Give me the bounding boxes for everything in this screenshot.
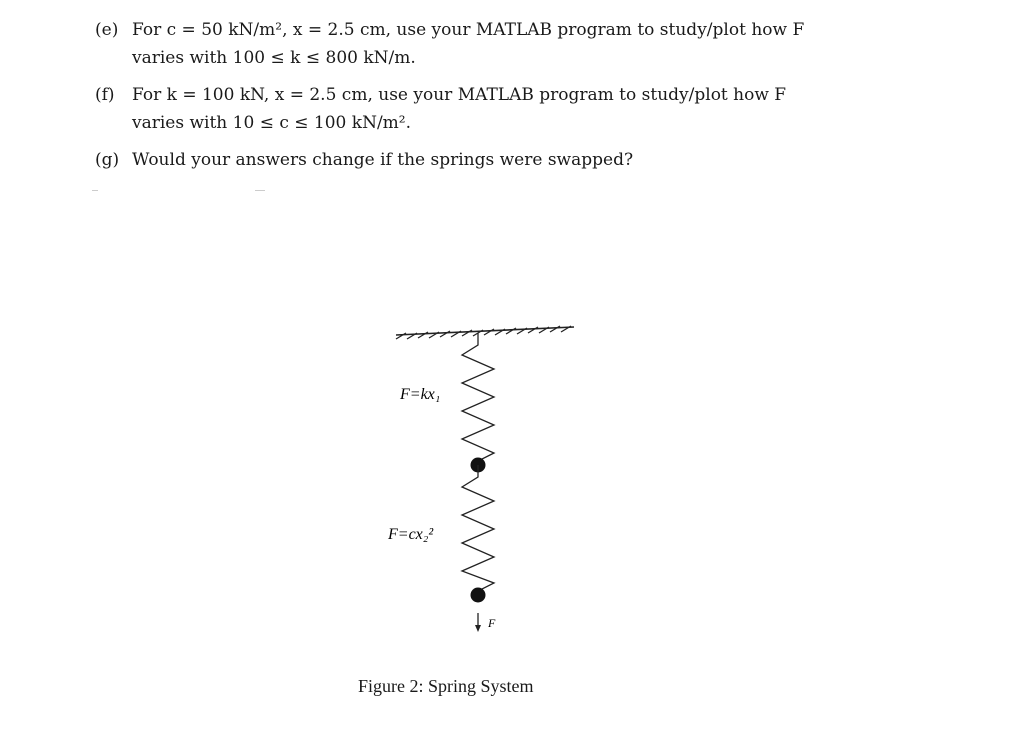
upper-spring-label: F=kx₁ — [400, 386, 441, 403]
item-text-line2: varies with 10 ≤ c ≤ 100 kN/m². — [132, 113, 412, 133]
item-text-line1: For k = 100 kN, x = 2.5 cm, use your MATLAB program to study/plot how F — [132, 85, 787, 105]
faint-mark — [92, 190, 98, 191]
upper-spring — [462, 333, 494, 465]
force-label: F⃗ — [488, 616, 505, 630]
item-text-line1: Would your answers change if the springs were swapped? — [132, 150, 634, 170]
item-text-line1: For c = 50 kN/m², x = 2.5 cm, use your MATLAB program to study/plot how F — [132, 20, 805, 40]
lower-spring-label: F=cx₂² — [388, 526, 434, 543]
problem-item-g — [95, 146, 633, 174]
figure-caption: Figure 2: Spring System — [358, 676, 534, 696]
item-label: (e) — [95, 20, 119, 40]
faint-mark — [255, 190, 265, 191]
item-text-line2: varies with 100 ≤ k ≤ 800 kN/m. — [132, 48, 416, 68]
item-label: (g) — [95, 150, 120, 170]
force-arrow-head — [475, 625, 481, 632]
item-label: (f) — [95, 85, 115, 105]
problem-item-e — [95, 16, 804, 72]
bottom-mass — [471, 588, 486, 603]
lower-spring — [462, 465, 494, 595]
problem-item-f — [95, 81, 786, 137]
spring-system-figure — [330, 315, 650, 635]
